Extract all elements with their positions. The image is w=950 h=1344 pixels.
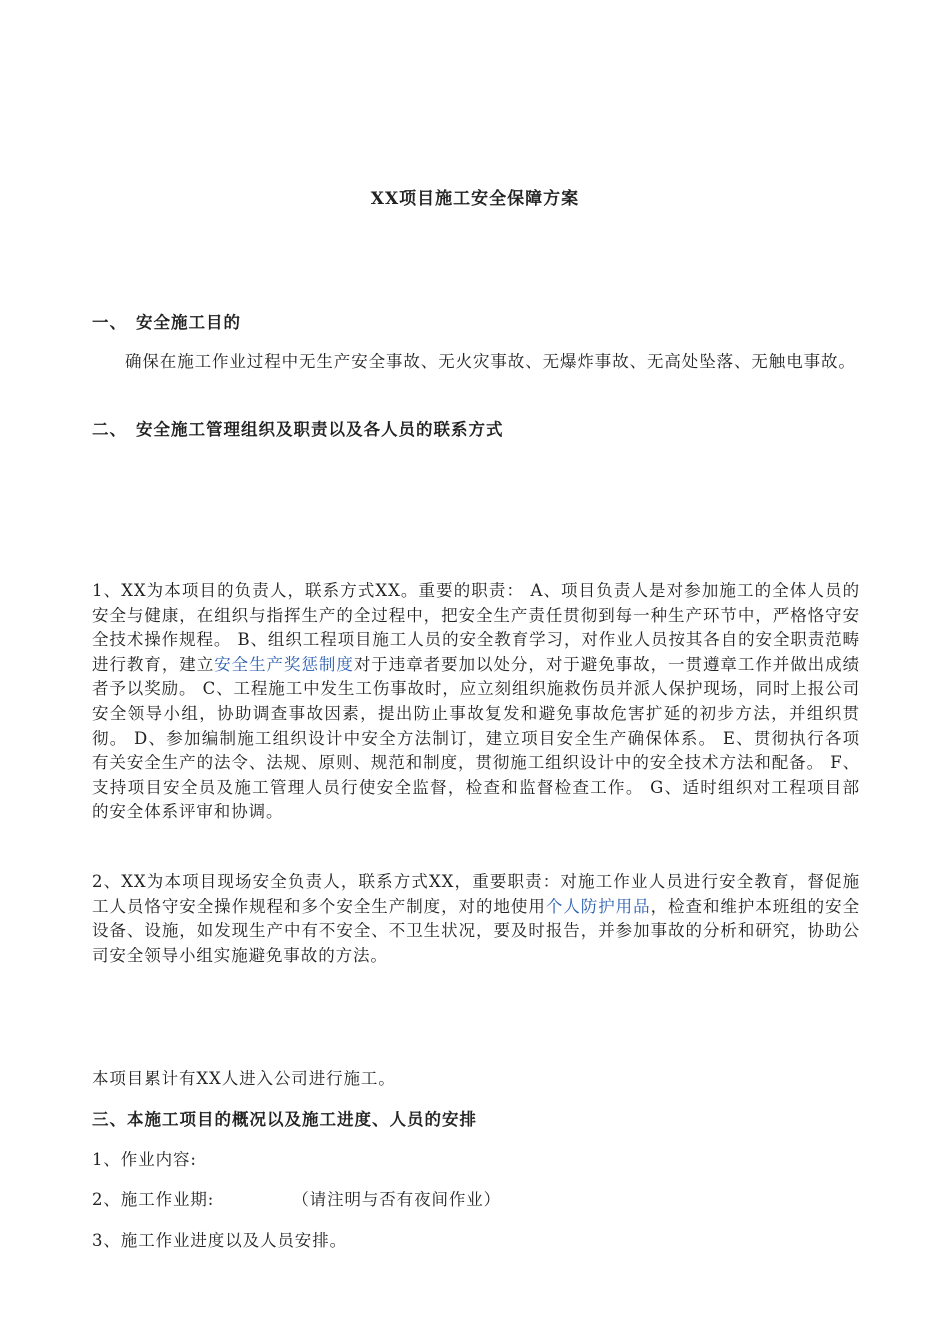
staff-total-text: 本项目累计有XX人进入公司进行施工。 bbox=[92, 1069, 396, 1088]
item-1-text-end: 对于违章者要加以处分，对于避免事故，一贯遵章工作并做出成绩者予以奖励。 C、工程施工中发生工伤事故时，应立刻组织施救伤员并派人保护现场，同时上报公司安全领导小组，协助调查事故因素，提出防止事故复发和避免事故危害扩延的初步方法，并组织贯彻。 D、参加编制施工组织设计中安全方法制订，建立项目安全生产确保体系。 E、贯彻执行各项有关安全生产的法令、法规、原则、规范和制度，贯彻施工组织设计中的安全技术方法和配备。 F、支持项目安全员及施工管理人员行使安全监督，检查和监督检查工作。 G、适时组织对工程项目部的安全体系评审和协调。 bbox=[92, 654, 860, 822]
section-2-heading bbox=[92, 418, 504, 442]
item-1-text-start: 1、XX为本项目的负责人，联系方式XX。重要的职责： A、项目负责人是对参加施工的全体人员的安全与健康，在组织与指挥生产的全过程中，把安全生产责任贯彻到每一种生产环节中，严格恪守安全技术操作规程。 B、组织工程项目施工人员的安全教育学习，对作业人员按其各自的安全职责范畴进行教育，建立 bbox=[92, 581, 860, 674]
section-3-line-2 bbox=[92, 1188, 501, 1212]
section-1-number: 一、 bbox=[92, 313, 127, 332]
night-work-note: （请注明与否有夜间作业） bbox=[292, 1190, 502, 1209]
personal-protective-equipment-link[interactable]: 个人防护用品 bbox=[545, 896, 651, 916]
item-2-text-start: 2、XX为本项目现场安全负责人，联系方式XX，重要职责：对施工作业人员进行安全教育，督促施工人员恪守安全操作规程和多个安全生产制度，对的地使用 bbox=[92, 872, 860, 916]
work-period-label: 2、施工作业期: bbox=[92, 1190, 215, 1209]
section-3-line-1: 1、作业内容: bbox=[92, 1150, 197, 1169]
section-1-title: 安全施工目的 bbox=[136, 313, 241, 332]
section-3-heading: 三、本施工项目的概况以及施工进度、人员的安排 bbox=[92, 1110, 477, 1129]
section-1-heading bbox=[92, 311, 241, 335]
section-2-title: 安全施工管理组织及职责以及各人员的联系方式 bbox=[136, 420, 504, 439]
item-2-text-end: ，检查和维护本班组的安全设备、设施，如发现生产中有不安全、不卫生状况，要及时报告，并参加事故的分析和研究，协助公司安全领导小组实施避免事故的方法。 bbox=[92, 896, 860, 965]
section-3-line-3: 3、施工作业进度以及人员安排。 bbox=[92, 1231, 347, 1250]
section-1-body: 确保在施工作业过程中无生产安全事故、无火灾事故、无爆炸事故、无高处坠落、无触电事故。 bbox=[125, 352, 856, 371]
section-2-number: 二、 bbox=[92, 420, 127, 439]
section-2-item-2 bbox=[92, 870, 860, 968]
document-title: XX项目施工安全保障方案 bbox=[370, 189, 580, 209]
section-2-item-1 bbox=[92, 579, 860, 825]
safety-reward-system-link[interactable]: 安全生产奖惩制度 bbox=[214, 654, 354, 674]
